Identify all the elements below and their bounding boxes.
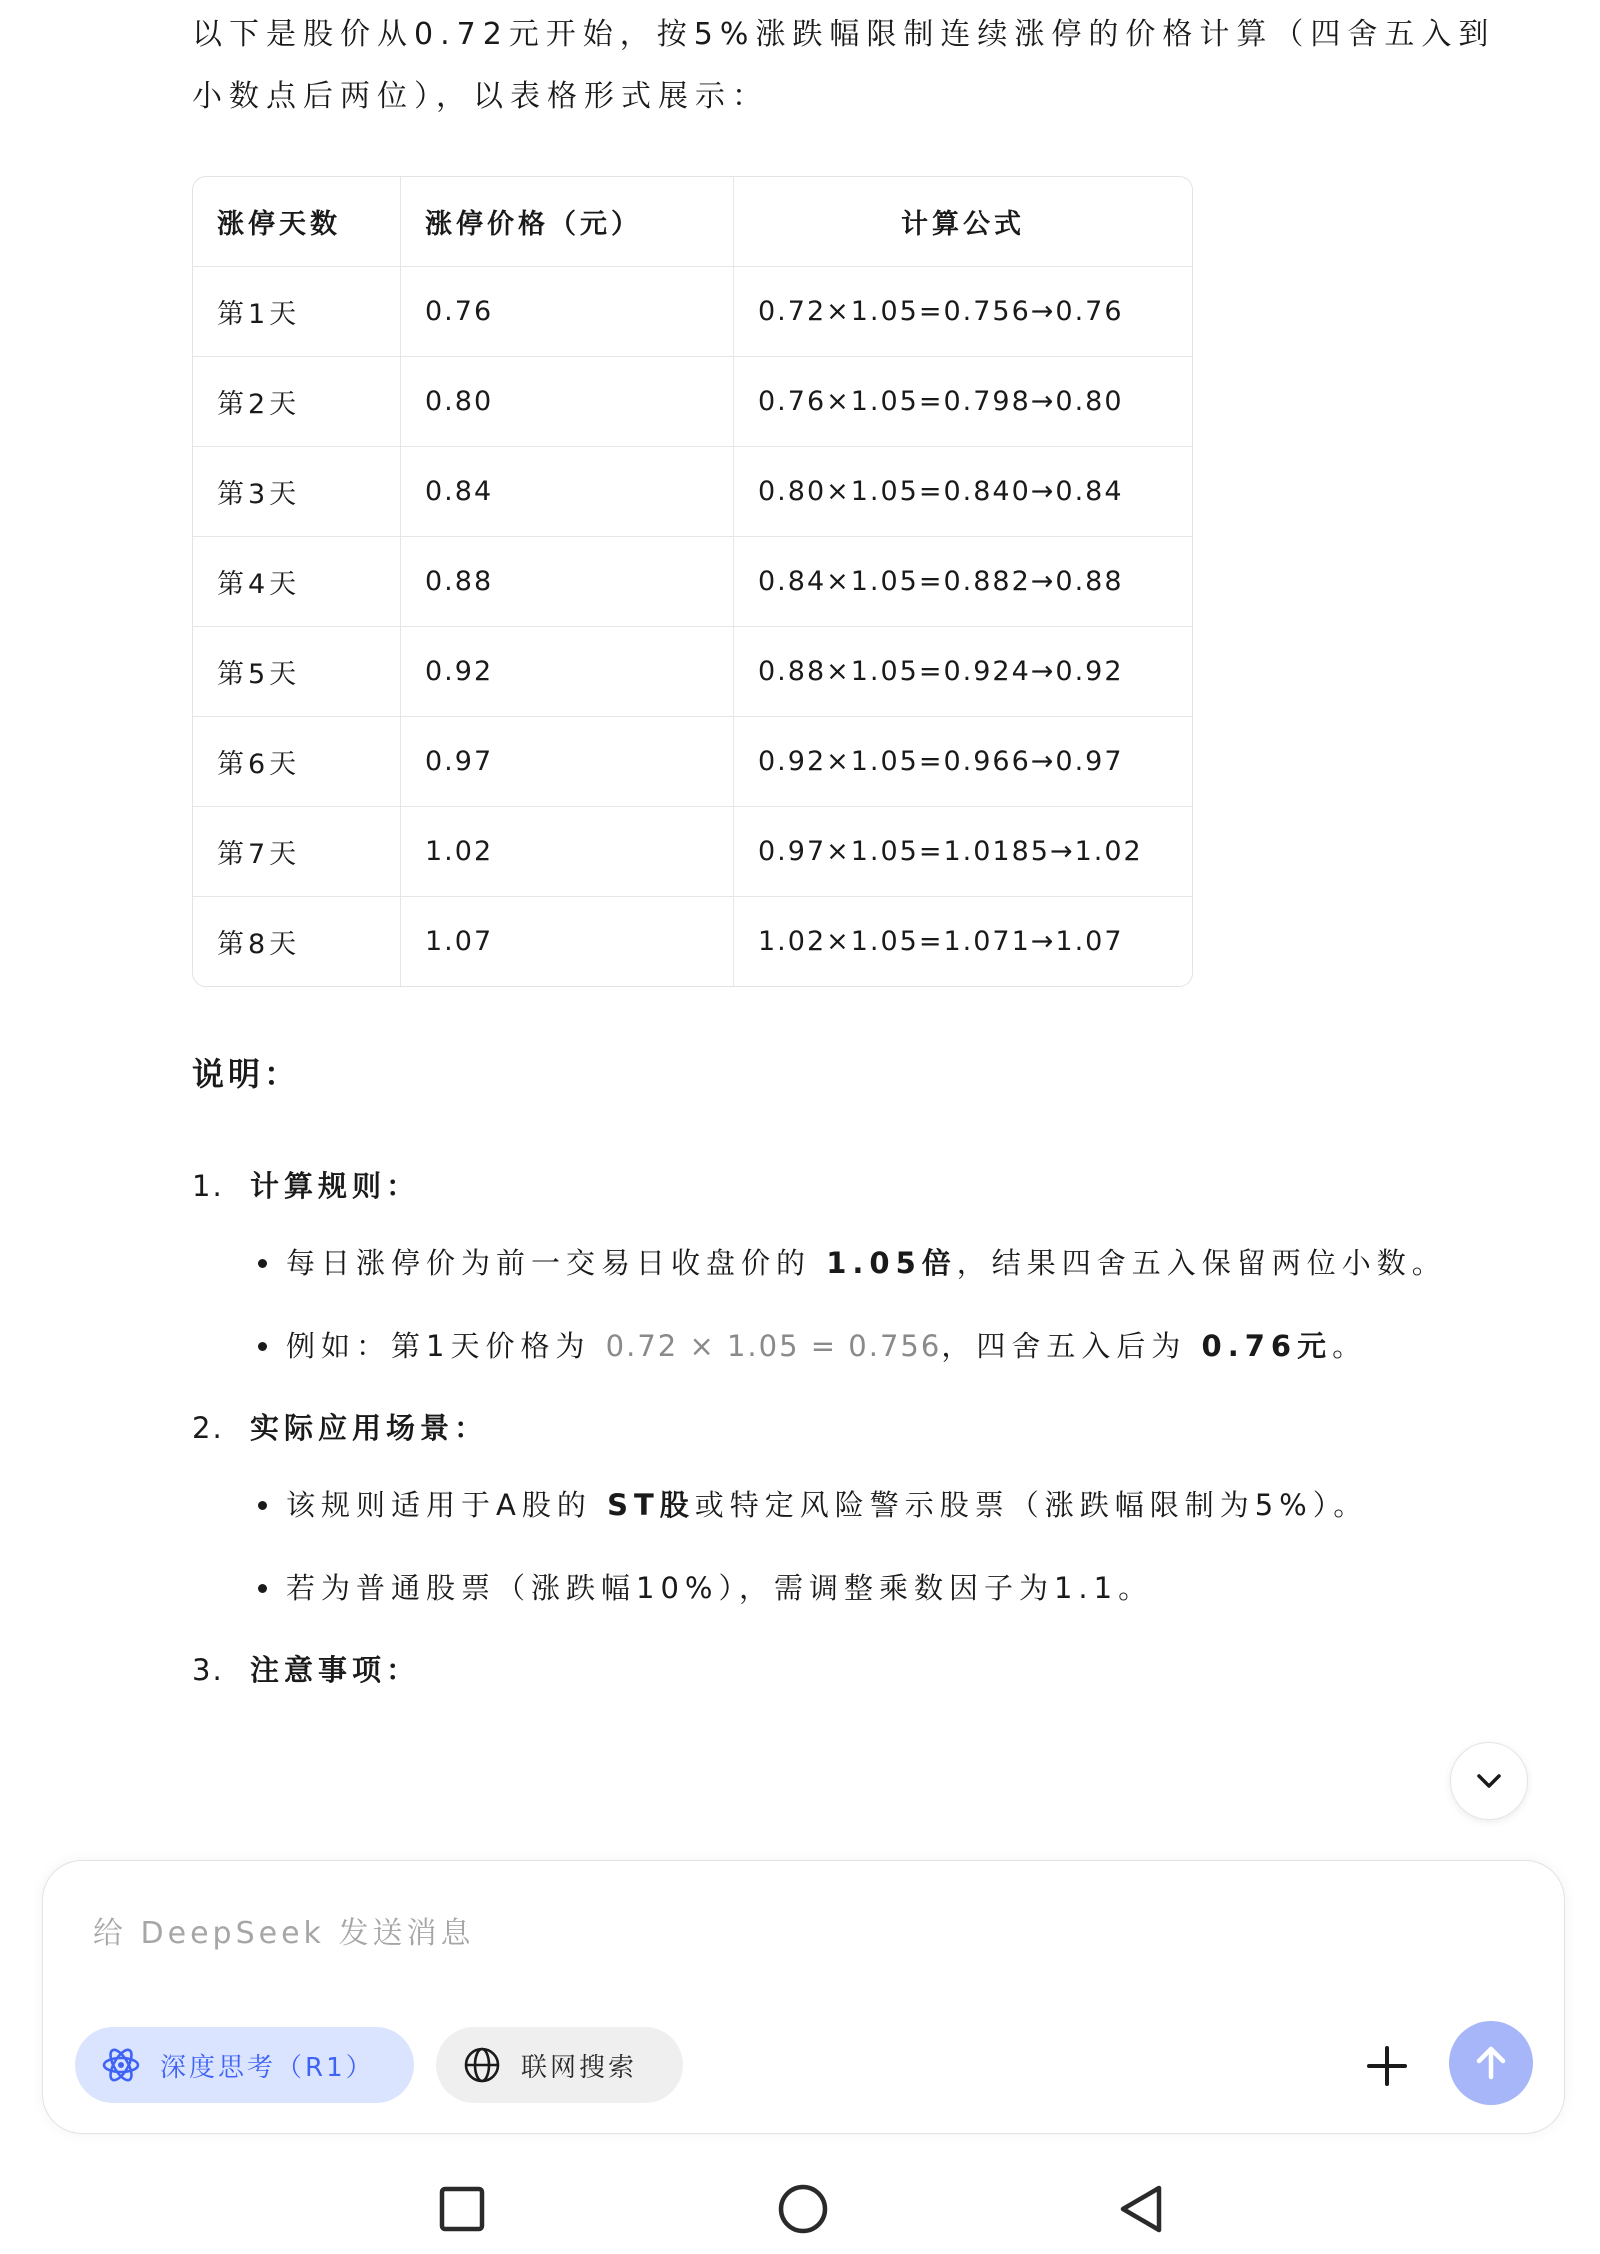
- notes-block: [192, 1049, 1522, 1695]
- web-search-toggle[interactable]: [436, 2027, 683, 2103]
- notes-section-rules: [192, 1161, 1522, 1377]
- table-cell-formula: 1.02×1.05=1.071→1.07: [758, 926, 1124, 957]
- table-header-row: [193, 177, 1192, 267]
- section-title: [192, 1645, 1522, 1695]
- table-cell-formula: 0.72×1.05=0.756→0.76: [758, 296, 1124, 327]
- circle-icon: [778, 2184, 828, 2234]
- table-row: [193, 357, 1192, 447]
- table-cell-formula: 0.76×1.05=0.798→0.80: [758, 386, 1124, 417]
- table-row: [193, 267, 1192, 357]
- table-cell-price: 0.80: [401, 357, 734, 446]
- table-cell-price: 0.88: [401, 537, 734, 626]
- table-row: [193, 897, 1192, 986]
- send-button[interactable]: [1449, 2021, 1533, 2105]
- table-cell-formula: 0.97×1.05=1.0185→1.02: [758, 836, 1143, 867]
- recent-apps-button[interactable]: [439, 2186, 485, 2232]
- table-cell-price: 0.84: [401, 447, 734, 536]
- bullet-item: [192, 1558, 1516, 1619]
- bullet-bold-text: ST股: [607, 1488, 695, 1522]
- square-icon: [439, 2186, 485, 2232]
- bullet-text: ，四舍五入后为: [941, 1329, 1202, 1363]
- bullet-text: 每日涨停价为前一交易日收盘价的: [286, 1246, 827, 1280]
- notes-section-scenarios: [192, 1403, 1522, 1619]
- bullet-text: ，结果四舍五入保留两位小数。: [956, 1246, 1447, 1280]
- table-cell-price: 1.02: [401, 807, 734, 896]
- section-title-text: 计算规则：: [250, 1169, 421, 1203]
- bullet-dot: [258, 1259, 267, 1268]
- attach-button[interactable]: [1363, 2042, 1411, 2090]
- bullet-item: [192, 1233, 1516, 1294]
- table-cell-day: 第8天: [193, 897, 401, 986]
- section-title-text: 实际应用场景：: [250, 1411, 489, 1445]
- table-cell-day: 第7天: [193, 807, 401, 896]
- bullet-dot: [258, 1584, 267, 1593]
- section-title: [192, 1403, 1522, 1453]
- table-cell-day: 第5天: [193, 627, 401, 716]
- message-input[interactable]: [93, 1905, 1513, 1963]
- table-cell-formula: 0.84×1.05=0.882→0.88: [758, 566, 1124, 597]
- notes-section-cautions: [192, 1645, 1522, 1695]
- bullet-text: 该规则适用于A股的: [286, 1488, 608, 1522]
- plus-icon: [1363, 2042, 1411, 2090]
- bullet-text: 或特定风险警示股票（涨跌幅限制为5%）。: [694, 1488, 1369, 1522]
- atom-icon: [101, 2045, 141, 2085]
- table-row: [193, 717, 1192, 807]
- intro-paragraph: 以下是股价从0.72元开始，按5%涨跌幅限制连续涨停的价格计算（四舍五入到小数点后两位），以表格形式展示：: [192, 17, 1496, 114]
- table-cell-price: 0.92: [401, 627, 734, 716]
- bullet-text: 例如：第1天价格为: [286, 1329, 606, 1363]
- table-cell-price: 1.07: [401, 897, 734, 986]
- table-cell-formula: 0.92×1.05=0.966→0.97: [758, 746, 1124, 777]
- table-cell-day: 第2天: [193, 357, 401, 446]
- web-search-label: 联网搜索: [521, 2052, 638, 2083]
- table-cell-formula: 0.80×1.05=0.840→0.84: [758, 476, 1124, 507]
- notes-heading: 说明：: [192, 1055, 301, 1093]
- bullet-dot: [258, 1501, 267, 1510]
- chevron-down-icon: [1471, 1763, 1507, 1799]
- bullet-text: 。: [1332, 1329, 1368, 1363]
- deep-think-toggle[interactable]: [75, 2027, 414, 2103]
- bullet-bold-text: 0.76元: [1201, 1329, 1333, 1363]
- table-cell-price: 0.76: [401, 267, 734, 356]
- table-row: [193, 447, 1192, 537]
- table-cell-price: 0.97: [401, 717, 734, 806]
- section-number: 2.: [192, 1411, 224, 1445]
- table-cell-day: 第6天: [193, 717, 401, 806]
- inline-math: 0.72 × 1.05 = 0.756: [605, 1329, 942, 1363]
- bullet-item: [192, 1475, 1516, 1536]
- table-cell-day: 第1天: [193, 267, 401, 356]
- section-title-text: 注意事项：: [250, 1653, 421, 1687]
- arrow-up-icon: [1469, 2041, 1513, 2085]
- section-number: 1.: [192, 1169, 224, 1203]
- table-row: [193, 627, 1192, 717]
- bullet-bold-text: 1.05倍: [826, 1246, 957, 1280]
- section-title: [192, 1161, 1522, 1211]
- price-table: [192, 176, 1193, 987]
- back-button[interactable]: [1118, 2184, 1164, 2234]
- message-composer: [42, 1860, 1565, 2134]
- table-row: [193, 537, 1192, 627]
- table-cell-day: 第3天: [193, 447, 401, 536]
- home-button[interactable]: [778, 2184, 828, 2234]
- header-cell-formula: 计算公式: [901, 209, 1025, 240]
- scroll-to-bottom-button[interactable]: [1450, 1742, 1528, 1820]
- bullet-dot: [258, 1342, 267, 1351]
- table-row: [193, 807, 1192, 897]
- bullet-text: 若为普通股票（涨跌幅10%），需调整乘数因子为1.1。: [286, 1571, 1154, 1605]
- section-number: 3.: [192, 1653, 224, 1687]
- globe-icon: [462, 2045, 502, 2085]
- triangle-back-icon: [1118, 2184, 1164, 2234]
- header-cell-days: 涨停天数: [193, 177, 401, 266]
- table-cell-formula: 0.88×1.05=0.924→0.92: [758, 656, 1124, 687]
- bullet-item: [192, 1316, 1516, 1377]
- deep-think-label: 深度思考（R1）: [160, 2052, 375, 2083]
- header-cell-price: 涨停价格（元）: [401, 177, 734, 266]
- table-cell-day: 第4天: [193, 537, 401, 626]
